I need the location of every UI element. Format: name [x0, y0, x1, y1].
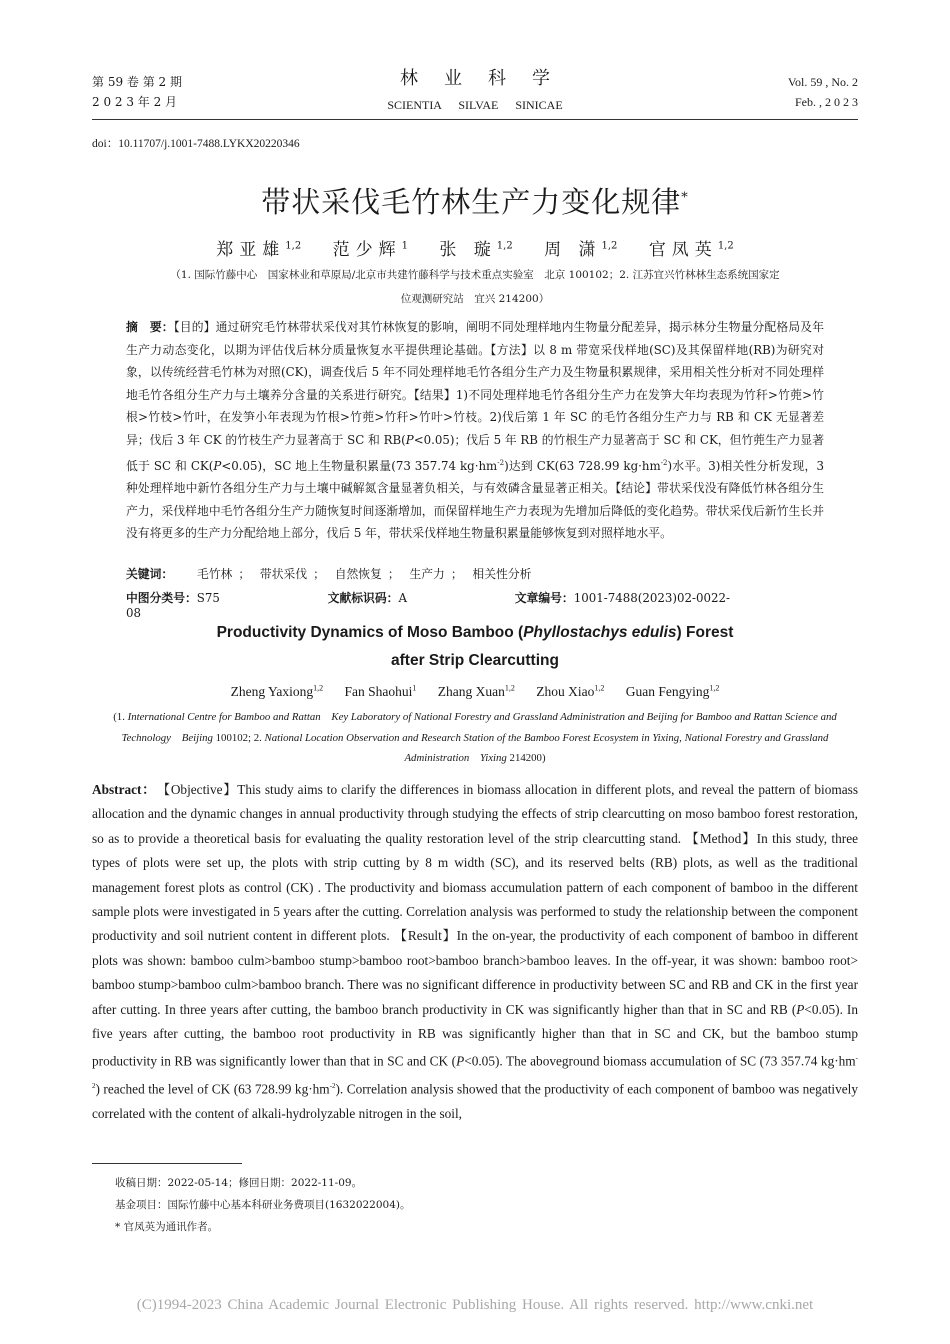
keyword: 相关性分析: [472, 567, 532, 581]
date-cn: 2 0 2 3 年 2 月: [92, 95, 178, 109]
author-cn: 张 璇$^{1,2}$: [439, 240, 513, 260]
received-date: 收稿日期：2022-05-14；修回日期：2022-11-09。: [115, 1177, 363, 1189]
article-title-cn: [0, 180, 950, 221]
keywords: 关键词： 毛竹林 ； 带状采伐 ； 自然恢复 ； 生产力 ； 相关性分析: [126, 567, 532, 581]
author-cn: 官凤英$^{1,2}$: [648, 240, 734, 260]
header-right: [788, 72, 858, 112]
footnotes: [115, 1172, 411, 1238]
title-footnote-mark: *: [681, 190, 689, 206]
author-en: Zhou Xiao$^{1,2}$: [536, 683, 605, 699]
header-divider: [92, 119, 858, 120]
copyright-watermark: (C)1994-2023 China Academic Journal Electronic Publishing House. All rights reserved. http://www.cnki.net: [136, 1297, 814, 1313]
abstract-cn: 摘 要：【目的】通过研究毛竹林带状采伐对其竹林恢复的影响，阐明不同处理样地内生物量分配差异，揭示林分生物量分配格局及年生产力动态变化，以期为评估伐后林分质量恢复水平提供理论基础。【方法】以 8 m 带宽采伐样地(SC)及其保留样地(RB)为研究对象，以传统经营毛竹林为对照(CK)，调查伐后 5 年不同处理样地毛竹各组分生产力及生物量积累规律，采用相关性分析对不同处理样地毛竹各组分生产力与土壤养分含量的关系进行研究。【结果】1)不同处理样地毛竹各组分生产力在发笋大年均表现为竹秆>竹蔸>竹根>竹枝>竹叶，在发笋小年表现为竹根>竹蔸>竹秆>竹叶>竹枝。2)伐后第 1 年 SC 的毛竹各组分生产力与 RB 和 CK 无显著差异；伐后 3 年 CK 的竹枝生产力显著高于 SC 和 RB(P<0.05)；伐后 5 年 RB 的竹根生产力显著高于 SC 和 CK，但竹蔸生产力显著低于 SC 和 CK(P<0.05)，SC 地上生物量积累量(73 357.74 $kg\cdot hm^{-2}$)达到 CK(63 728.99 $kg\cdot hm^{-2}$)水平。3)相关性分析发现，3 种处理样地中新竹各组分生产力与土壤中碱解氮含量显著负相关，与有效磷含量显著正相关。【结论】带状采伐没有降低竹林各组分生产力，采伐样地中毛竹各组分生产力随恢复时间逐渐增加，而保留样地生产力表现为先增加后降低的变化趋势。带状采伐后新竹生长并没有将更多的生产力分配给地上部分，伐后 5 年，带状采伐样地生物量积累量能够恢复到对照样地水平。: [126, 320, 824, 541]
volume-issue-en: Vol. 59 , No. 2: [787, 75, 858, 89]
journal-name-cn: 林业科学: [400, 68, 576, 89]
doi: doi：10.11707/j.1001-7488.LYKX20220346: [92, 138, 300, 150]
keywords-label: 关键词：: [126, 567, 174, 581]
author-en: Fan Shaohui$^1$: [344, 683, 417, 699]
affiliation-cn: （1. 国际竹藤中心 国家林业和草原局/北京市共建竹藤科学与技术重点实验室 北京 100102；2. 江苏宜兴竹林林生态系统国家定 位观测研究站 宜兴 214200）: [170, 269, 780, 305]
document-code: 文献标识码：A: [327, 591, 407, 605]
volume-issue-cn: 第 59 卷 第 2 期: [92, 75, 182, 89]
corresponding-author: * 官凤英为通讯作者。: [115, 1221, 219, 1233]
abstract-en: Abstract： 【Objective】This study aims to clarify the differences in biomass allocation in different plots, and reveal the pattern of biomass allocation and the dynamic changes in annual productivity through studying the effects of strip clearcutting on moso bamboo forest restoration, so as to provide a theoretical basis for evaluating the quality restoration level of the strip clearcutting stand. 【Method】In this study, three types of plots were set up, the plots with strip cutting by 8 m width (SC), and its reserved belts (RB) plots, as well as the traditional management forest plots as control (CK) . The productivity and biomass accumulation pattern of each component of bamboo in the different sample plots were investigated in 5 years after the cutting. Correlation analysis was performed to study the relationship between the component productivity and soil nutrient content in different plots. 【Result】In the on-year, the productivity of each component of bamboo in different plots was shown: bamboo culm>bamboo stump>bamboo root>bamboo branch>bamboo leaves. In the off-year, it was shown: bamboo root> bamboo stump>bamboo culm>bamboo branch. There was no significant difference in productivity between SC and RB and CK in the first year after cutting. In three years after cutting, the bamboo branch productivity in CK was significantly higher than that in SC and RB (P<0.05). In five years after cutting, the bamboo root productivity in RB was significantly higher than that in SC and CK, but the bamboo stump productivity in RB was significantly lower than that in SC and CK (P<0.05). The aboveground biomass accumulation of SC (73 357.74 $kg\cdot hm^{-2}$) reached the level of CK (63 728.99 $kg\cdot hm^{-2}$). Correlation analysis showed that the productivity of each component of bamboo was negatively correlated with the content of alkali-hydrolyzable nitrogen in the soil,: [92, 782, 859, 1122]
funding: 基金项目：国际竹藤中心基本科研业务费项目(1632022004)。: [115, 1199, 411, 1211]
keyword: 带状采伐: [259, 567, 308, 581]
keyword: 自然恢复: [334, 567, 382, 581]
author-cn: 范少辉$^1$: [332, 240, 408, 260]
footnote-divider: [92, 1163, 242, 1164]
author-list-cn: [0, 235, 950, 260]
author-en: Zheng Yaxiong$^{1,2}$: [230, 683, 324, 699]
classification-line: [126, 589, 824, 620]
affiliation-en: (1. International Centre for Bamboo and Rattan Key Laboratory of National Forestry and Grassland Administration and Beijing for Bamboo and Rattan Science and Technology Beijing 100102; 2. National Location Observation and Research Station of the Bamboo Forest Ecosystem in Yixing, National Forestry and Grassland Administration Yixing 214200): [113, 711, 837, 764]
header-center: [92, 66, 858, 114]
article-number: 文章编号：1001-7488(2023)02-0022-08: [126, 591, 730, 620]
author-cn: 郑亚雄$^{1,2}$: [216, 240, 302, 260]
abstract-label-en: Abstract：: [92, 782, 150, 797]
author-cn: 周 潇$^{1,2}$: [544, 240, 618, 260]
page-header: [92, 68, 858, 112]
keyword: 生产力: [409, 567, 445, 581]
keyword: 毛竹林: [196, 567, 233, 581]
article-title-en: Productivity Dynamics of Moso Bamboo (Phyllostachys edulis) Forest after Strip Clearcutting: [216, 624, 734, 669]
date-en: Feb. , 2 0 2 3: [795, 95, 858, 109]
abstract-label-cn: 摘 要：: [126, 320, 174, 334]
journal-name-en: SCIENTIA SILVAE SINICAE: [387, 98, 563, 112]
author-en: Zhang Xuan$^{1,2}$: [437, 683, 515, 699]
author-list-en: [0, 683, 950, 700]
title-text: 带状采伐毛竹林生产力变化规律: [261, 185, 682, 219]
author-en: Guan Fengying$^{1,2}$: [625, 683, 720, 699]
clc-number: 中图分类号：S75: [126, 591, 220, 605]
